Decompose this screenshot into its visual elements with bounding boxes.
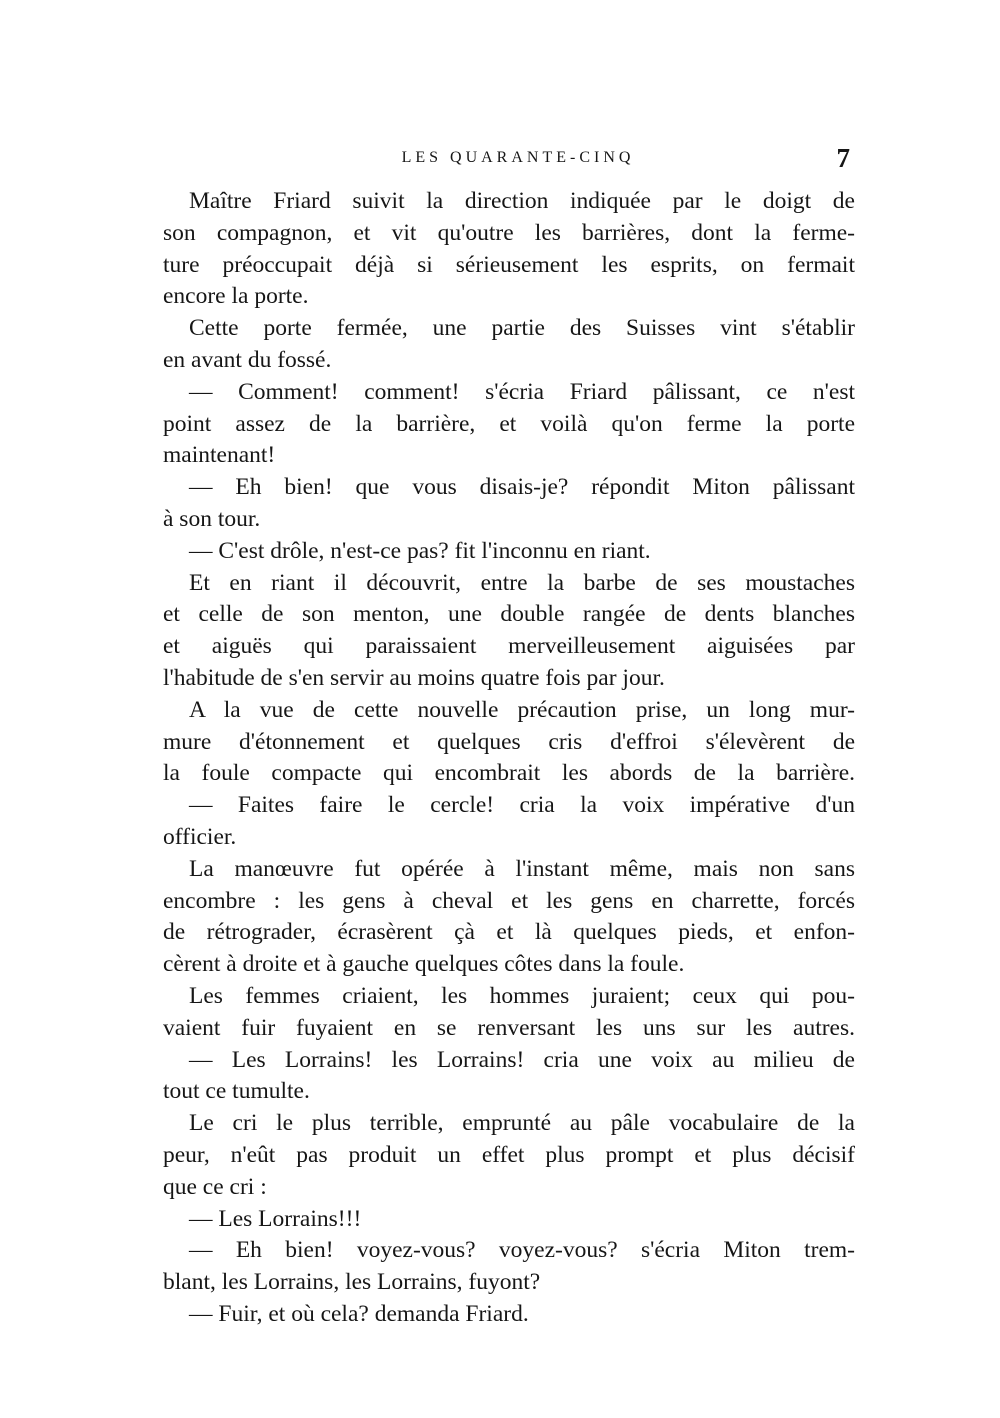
text-line: officier.	[163, 823, 237, 850]
text-line: — C'est drôle, n'est-ce pas? fit l'inconnu en riant.	[189, 537, 651, 564]
text-line: cèrent à droite et à gauche quelques côtes dans la foule.	[163, 951, 685, 978]
text-line: point assez de la barrière, et voilà qu'on ferme la porte	[163, 410, 855, 437]
text-line: et aiguës qui paraissaient merveilleusement aiguisées par	[163, 633, 855, 660]
text-line: — Fuir, et où cela? demanda Friard.	[189, 1300, 529, 1327]
text-line: maintenant!	[163, 442, 276, 469]
text-line: — Comment! comment! s'écria Friard pâlissant, ce n'est	[189, 378, 855, 405]
text-line: — Les Lorrains! les Lorrains! cria une voix au milieu de	[189, 1046, 855, 1073]
text-line: en avant du fossé.	[163, 346, 332, 373]
text-line: Et en riant il découvrit, entre la barbe de ses moustaches	[189, 569, 855, 596]
text-line: vaient fuir fuyaient en se renversant les uns sur les autres.	[163, 1014, 855, 1041]
text-line: l'habitude de s'en servir au moins quatre fois par jour.	[163, 664, 665, 691]
text-line: Maître Friard suivit la direction indiquée par le doigt de	[189, 188, 855, 214]
text-line: Le cri le plus terrible, emprunté au pâle vocabulaire de la	[189, 1110, 855, 1137]
text-line: mure d'étonnement et quelques cris d'effroi s'élevèrent de	[163, 728, 855, 755]
text-line: de rétrograder, écrasèrent çà et là quelques pieds, et enfon-	[163, 919, 855, 946]
text-line: — Faites faire le cercle! cria la voix impérative d'un	[189, 792, 855, 819]
text-line: — Les Lorrains!!!	[189, 1205, 362, 1232]
text-line: à son tour.	[163, 505, 261, 532]
text-line: et celle de son menton, une double rangée de dents blanches	[163, 601, 855, 628]
text-line: encombre : les gens à cheval et les gens en charrette, forcés	[163, 887, 855, 914]
text-line: son compagnon, et vit qu'outre les barrières, dont la ferme-	[163, 219, 855, 246]
text-line: La manœuvre fut opérée à l'instant même, mais non sans	[189, 855, 855, 882]
text-line: — Eh bien! voyez-vous? voyez-vous? s'écria Miton trem-	[189, 1237, 855, 1264]
text-line: — Eh bien! que vous disais-je? répondit Miton pâlissant	[189, 474, 855, 501]
text-line: la foule compacte qui encombrait les abords de la barrière.	[163, 760, 855, 787]
page-number: 7	[836, 143, 850, 173]
body-text	[163, 186, 855, 1331]
text-line: tout ce tumulte.	[163, 1078, 310, 1105]
text-line: blant, les Lorrains, les Lorrains, fuyont?	[163, 1269, 541, 1296]
running-head	[163, 143, 853, 175]
text-line: peur, n'eût pas produit un effet plus prompt et plus décisif	[163, 1141, 855, 1168]
text-line: Les femmes criaient, les hommes juraient; ceux qui pou-	[189, 982, 855, 1009]
running-title: LES QUARANTE-CINQ	[401, 149, 635, 166]
text-line: A la vue de cette nouvelle précaution prise, un long mur-	[189, 696, 855, 723]
text-line: encore la porte.	[163, 283, 309, 310]
text-line: que ce cri :	[163, 1173, 267, 1200]
text-line: Cette porte fermée, une partie des Suisses vint s'établir	[189, 315, 855, 342]
text-line: ture préoccupait déjà si sérieusement les esprits, on fermait	[163, 251, 855, 278]
